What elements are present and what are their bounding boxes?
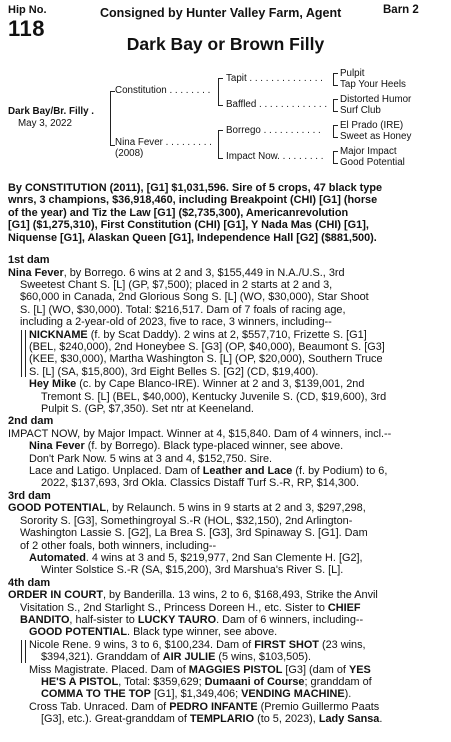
offspring-line: [G3], etc.). Great-granddam of TEMPLARIO (to 5, 2023), Lady Sansa. (41, 713, 383, 726)
gen3-ddd: Good Potential (340, 157, 405, 168)
gen3-sdd: Surf Club (340, 105, 381, 116)
dam-entry-line: BANDITO, half-sister to LUCKY TAURO. Dam of 6 winners, including-- (20, 614, 364, 626)
foaling-date: May 3, 2022 (18, 118, 72, 129)
bracket (333, 125, 338, 138)
offspring-line: COMMA TO THE TOP [G1], $1,349,406; VENDING MACHINE). (41, 688, 352, 701)
dam-entry-line: including a 2-year-old of 2023, five to race, 3 winners, including-- (20, 316, 332, 329)
section-heading-1st-dam: 1st dam (8, 254, 50, 266)
offspring-line: Tremont S. [L] (BEL, $40,000), Kentucky Juvenile S. (CD, $19,600), 3rd (41, 390, 387, 403)
offspring-line: Pulpit S. (GP, $7,350). Set ntr at Keeneland. (41, 402, 254, 415)
gen3-sss: Pulpit (340, 68, 365, 79)
dam-entry-line: Washington Lassie S. [G2], La Brea S. [G3], 3rd Spinaway S. [G1]. Dam (20, 527, 368, 540)
bracket (218, 78, 223, 106)
section-heading-2nd-dam: 2nd dam (8, 415, 54, 428)
bracket (333, 151, 338, 164)
gen3-ssd: Tap Your Heels (340, 79, 406, 90)
bracket (333, 99, 338, 112)
page-title: Dark Bay or Brown Filly (126, 34, 325, 54)
offspring-line: HE'S A PISTOL, Total: $359,629; Dumaani of Course; granddam of (41, 676, 372, 688)
offspring-line: Cross Tab. Unraced. Dam of PEDRO INFANTE (Premio Guillermo Paats (29, 700, 380, 713)
dam-entry-line: $60,000 in Canada, 2nd Glorious Song S. [L] (WO, $30,000), Star Shoot (20, 291, 369, 304)
offspring-line: (KEE, $30,000), Martha Washington S. [L] (OP, $20,000), Southern Truce (29, 353, 383, 366)
offspring-line: Don't Park Now. 5 wins at 3 and 4, $152,750. Sire. (29, 452, 273, 465)
dam-entry-line: S. [L] (WO, $30,000). Total: $216,517. Dam of 7 foals of racing age, (20, 303, 346, 316)
dam-entry-line: Sweetest Chant S. [L] (GP, $7,500); placed in 2 starts at 2 and 3, (20, 278, 333, 291)
section-heading-4th-dam: 4th dam (8, 576, 51, 589)
black-type-bar (21, 330, 26, 378)
consignor: Consigned by Hunter Valley Farm, Agent (100, 6, 342, 20)
offspring-line: $394,321). Granddam of AIR JULIE (5 wins, $103,505). (41, 651, 312, 664)
sire-name: Constitution . . . . . . . . (115, 85, 211, 96)
dam-entry-line: Sorority S. [G3], Somethingroyal S.-R (HOL, $32,150), 2nd Arlington- (20, 514, 353, 527)
bracket (218, 130, 223, 159)
sire-dam: Baffled . . . . . . . . . . . . . (226, 99, 328, 110)
dam-dam: Impact Now. . . . . . . . . (226, 151, 324, 162)
offspring-line: Automated. 4 wins at 3 and 5, $219,977, 2nd San Clemente H. [G2], (29, 551, 363, 564)
offspring-line: NICKNAME (f. by Scat Daddy). 2 wins at 2, $557,710, Frizette S. [G1] (29, 328, 367, 341)
gen3-dds: Major Impact (340, 146, 397, 157)
dam-entry-line: IMPACT NOW, by Major Impact. Winner at 4, $15,840. Dam of 4 winners, incl.-- (8, 427, 392, 440)
sire-sire: Tapit . . . . . . . . . . . . . . (226, 73, 323, 84)
offspring-line: Nicole Rene. 9 wins, 3 to 6, $100,234. Dam of FIRST SHOT (23 wins, (29, 638, 366, 651)
sire-summary: By CONSTITUTION (2011), [G1] $1,031,596. Sire of 5 crops, 47 black type wnrs, 3 champions, $36,918,460, including Breakpoint (CHI) [G1] (horse of the year) and Tiz the Law [G1] ($2,735,300), Americanrevolution [G1] ($1,275,310), First Constitution (CHI) [G1], Y Nada Mas (CHI) [G1], Niquense [G1], Alaskan Queen [G1], Independence Hall [G2] ($881,500). (8, 182, 383, 244)
offspring-line: Lace and Latigo. Unplaced. Dam of Leather and Lace (f. by Podium) to 6, (29, 465, 388, 477)
dam-entry-line: Visitation S., 2nd Starlight S., Princess Doreen H., etc. Sister to CHIEF (20, 601, 361, 614)
dam-name: Nina Fever . . . . . . . . . (115, 137, 212, 148)
dam-year: (2008) (115, 148, 144, 159)
gen3-dsd: Sweet as Honey (340, 131, 412, 142)
dam-entry-line: GOOD POTENTIAL, by Relaunch. 5 wins in 9 starts at 2 and 3, $297,298, (8, 502, 366, 515)
gen3-dss: El Prado (IRE) (340, 120, 404, 131)
offspring-line: Nina Fever (f. by Borrego). Black type-placed winner, see above. (29, 440, 344, 453)
offspring-line: Miss Magistrate. Placed. Dam of MAGGIES PISTOL [G3] (dam of YES (29, 663, 371, 676)
offspring-line: Hey Mike (c. by Cape Blanco-IRE). Winner at 2 and 3, $139,001, 2nd (29, 378, 365, 391)
offspring-line: S. [L] (SA, $15,800), 3rd Eight Belles S. [G2] (CD, $19,400). (29, 365, 319, 378)
gen3-sds: Distorted Humor (340, 94, 412, 105)
barn-number: Barn 2 (383, 4, 419, 16)
offspring-line: Winter Solstice S.-R (SA, $15,200), 3rd Marshua's River S. [L]. (41, 564, 344, 577)
offspring-line: 2022, $137,693, 3rd Okla. Classics Distaff Turf S.-R, RP, $14,300. (41, 477, 360, 490)
horse-description: Dark Bay/Br. Filly . (8, 106, 95, 117)
dam-entry-line: of 2 other foals, both winners, including-- (20, 539, 217, 552)
dam-entry-line: Nina Fever, by Borrego. 6 wins at 2 and 3, $155,449 in N.A./U.S., 3rd (8, 266, 345, 279)
dam-sire: Borrego . . . . . . . . . . . (226, 125, 321, 136)
black-type-bar (21, 640, 26, 663)
offspring-line: (BEL, $240,000), 2nd Honeybee S. [G3] (OP, $40,000), Beaumont S. [G3] (29, 340, 385, 353)
offspring-line: GOOD POTENTIAL. Black type winner, see above. (29, 626, 278, 639)
hip-label: Hip No. (8, 4, 47, 16)
section-heading-3rd-dam: 3rd dam (8, 489, 51, 502)
dam-entry-line: ORDER IN COURT, by Banderilla. 13 wins, 2 to 6, $168,493, Strike the Anvil (8, 589, 378, 602)
bracket (333, 73, 338, 86)
hip-number: 118 (8, 16, 45, 41)
